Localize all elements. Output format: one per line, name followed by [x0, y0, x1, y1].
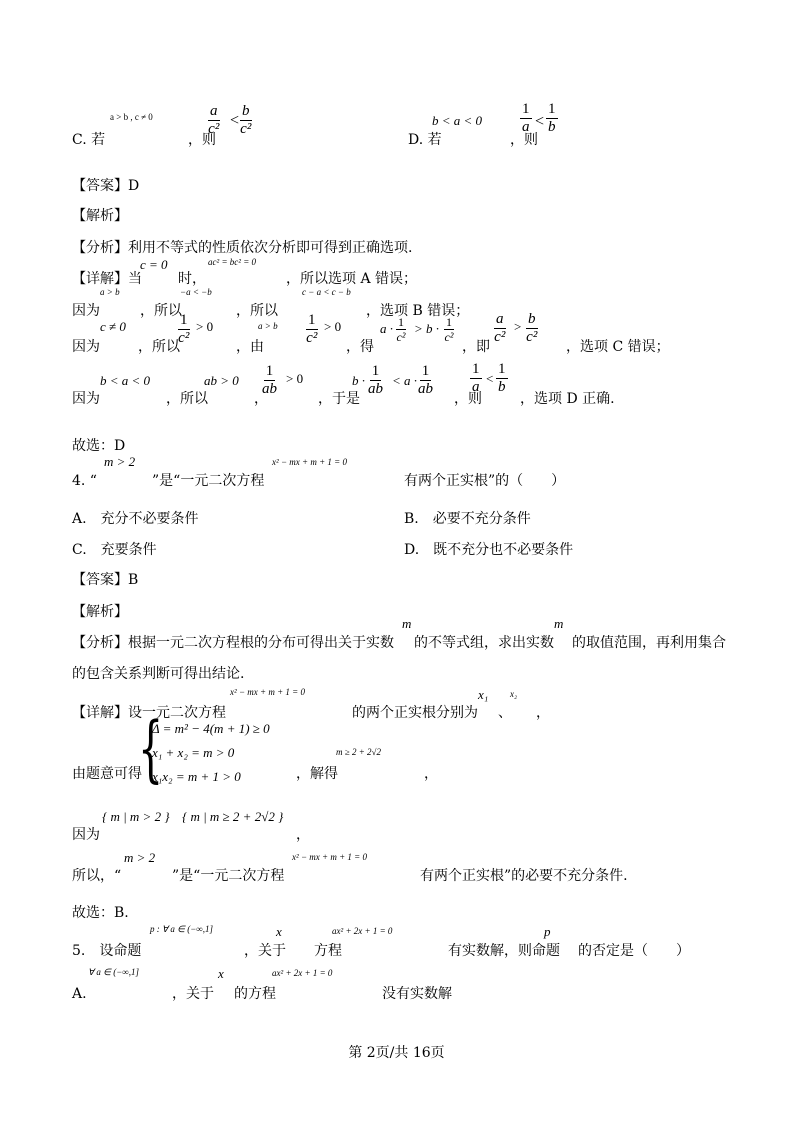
- q3-ab-den: ab: [262, 381, 277, 397]
- q3-frac-1c2-b: [306, 313, 318, 346]
- q5-opta-b: ，关于: [172, 986, 214, 1002]
- q3-frac-bc2: [526, 312, 538, 345]
- q4-answer: 【答案】B: [72, 572, 139, 588]
- q4-stem-c: 有两个正实根”的（ ）: [404, 473, 566, 489]
- q3-frac-ac2: [494, 312, 506, 345]
- q4-xj-eq: x² − mx + m + 1 = 0: [230, 687, 305, 697]
- q5-stem-c: 方程: [314, 943, 342, 959]
- q3-xj-l3a: 因为: [72, 339, 100, 355]
- q4-option-d: D. 既不充分也不必要条件: [404, 542, 574, 558]
- optd-one-b: 1: [548, 101, 556, 117]
- q4-stem-b: ”是“一元二次方程: [152, 473, 265, 489]
- q3-b-dot: b ·: [352, 373, 365, 388]
- optc-frac-b: [240, 104, 252, 137]
- q3-xj-l4a: 因为: [72, 391, 100, 407]
- q5-stem-a: 5. 设命题: [72, 943, 142, 959]
- q3-frac-1ab-c: [418, 364, 433, 397]
- q3-xj-l1a: 【详解】当: [72, 271, 142, 287]
- q3-eq1: ac² = bc² = 0: [208, 257, 257, 267]
- q4-m-a: m: [402, 616, 412, 631]
- q3-a-den: a: [472, 379, 480, 395]
- q5-x: x: [276, 924, 282, 939]
- q4-comma: ，: [296, 827, 310, 843]
- q4-m2-b: m > 2: [124, 850, 156, 865]
- q3-b-den: b: [498, 379, 506, 395]
- q3-one-j: 1: [472, 361, 480, 377]
- q4-option-b: B. 必要不充分条件: [404, 511, 531, 527]
- q4-analysis-title: 【解析】: [72, 604, 128, 620]
- optc-num-b: b: [242, 103, 250, 119]
- q5-opta-c: 的方程: [234, 986, 276, 1002]
- q4-option-a: A. 充分不必要条件: [72, 511, 199, 527]
- q3-xj-l4e: ，则: [454, 391, 482, 407]
- optd-one-a: 1: [522, 101, 530, 117]
- q3-c2-c: c²: [396, 330, 406, 344]
- q5-opta-label: A.: [72, 986, 87, 1002]
- optc-den-b: c²: [240, 121, 252, 137]
- q4-xj-b: 的两个正实根分别为: [352, 705, 478, 721]
- optd-condition: b < a < 0: [432, 113, 483, 128]
- q3-c2-f: c²: [526, 329, 538, 345]
- q5-p-def: p : ∀ a ∈ (−∞,1]: [150, 924, 213, 934]
- q3-gt0-c: > 0: [286, 371, 304, 386]
- q4-sol: m ≥ 2 + 2√2: [336, 747, 381, 757]
- q3-xj-l1b: 时，: [178, 271, 206, 287]
- q3-xj-l4c: ，: [254, 391, 268, 407]
- q4-xj-a: 【详解】设一元二次方程: [72, 705, 226, 721]
- q3-frac-1b: [496, 362, 508, 395]
- q3-lt-a: < a ·: [392, 373, 418, 388]
- q4-x2: x₂: [510, 689, 518, 699]
- q3-gt: >: [514, 319, 522, 334]
- q4-sol-post: ，: [424, 766, 438, 782]
- q3-abgt0: ab > 0: [204, 373, 239, 388]
- q3-ab-den-c: ab: [418, 381, 433, 397]
- q3-cab: c − a < c − b: [302, 287, 351, 297]
- q3-analysis-title: 【解析】: [72, 208, 128, 224]
- q4-set2: { m | m ≥ 2 + 2√2 }: [182, 809, 284, 824]
- q3-gtb: > b ·: [414, 321, 440, 336]
- q5-opta-x: x: [218, 966, 224, 981]
- q3-xj-l4d: ，于是: [318, 391, 360, 407]
- q5-stem-e: 的否定是（ ）: [578, 943, 690, 959]
- q3-one-k: 1: [498, 361, 506, 377]
- q3-ba0: b < a < 0: [100, 373, 151, 388]
- q3-gt0: > 0: [196, 319, 214, 334]
- q3-frac-1ab-b: [368, 364, 383, 397]
- q3-xj-l1c: ，所以选项 A 错误；: [286, 271, 418, 287]
- q3-xj-l2d: ，选项 B 错误；: [366, 303, 470, 319]
- q3-xj-l3b: ，所以: [138, 339, 180, 355]
- q3-one-d: 1: [308, 312, 316, 328]
- q3-gt0-b: > 0: [324, 319, 342, 334]
- q3-xj-l3f: ，即: [462, 339, 490, 355]
- q3-ab-den-b: ab: [368, 381, 383, 397]
- q3-c2-e: c²: [494, 329, 506, 345]
- q4-sys3: x₁x₂ = m + 1 > 0: [152, 769, 241, 784]
- q3-one-e: 1: [398, 315, 404, 329]
- q3-c2-b: c²: [306, 330, 318, 346]
- q4-suoyi-b: ”是“一元二次方程: [172, 868, 285, 884]
- q4-fenxi-c: 的取值范围，再利用集合: [572, 635, 726, 651]
- q3-xj-l2c: ，所以: [236, 303, 278, 319]
- q4-xj-c: ，: [536, 705, 550, 721]
- q4-sys-post: ，解得: [296, 766, 338, 782]
- optd-den-a: a: [522, 119, 530, 135]
- q3-answer: 【答案】D: [72, 178, 140, 194]
- q3-b: b: [528, 311, 536, 327]
- q3-c2: c²: [178, 330, 190, 346]
- optd-frac-b: [546, 102, 558, 135]
- q4-x1: x₁: [478, 687, 489, 702]
- q3-one-h: 1: [371, 363, 380, 379]
- q4-m2: m > 2: [104, 454, 136, 469]
- q3-cne0: c ≠ 0: [100, 319, 126, 334]
- optc-den-a: c²: [208, 121, 220, 137]
- q3-fenxi: 【分析】利用不等式的性质依次分析即可得到正确选项.: [72, 240, 413, 256]
- q3-one-f: 1: [446, 315, 452, 329]
- q3-ab: a > b: [100, 287, 120, 297]
- q4-yinwei: 因为: [72, 827, 100, 843]
- q5-stem-b: ，关于: [244, 943, 286, 959]
- q4-fenxi-line2: 的包含关系判断可得出结论.: [72, 666, 245, 682]
- q3-one-g: 1: [265, 363, 274, 379]
- q3-guxuan: 故选：D: [72, 438, 126, 454]
- q4-sys1: Δ = m² − 4(m + 1) ≥ 0: [152, 721, 270, 736]
- q3-xj-l2a: 因为: [72, 303, 100, 319]
- q3-xj-l4b: ，所以: [166, 391, 208, 407]
- q4-set1: { m | m > 2 }: [102, 809, 170, 824]
- q4-sys-pre: 由题意可得: [72, 766, 142, 782]
- q5-eq: ax² + 2x + 1 = 0: [332, 926, 393, 936]
- q3-xj-l4f: ，选项 D 正确.: [520, 391, 615, 407]
- q4-option-c: C. 充要条件: [72, 542, 157, 558]
- q3-frac-dot: [396, 316, 406, 343]
- q3-frac-dot-b: [444, 316, 454, 343]
- q3-nab: −a < −b: [180, 287, 212, 297]
- q4-sys2: x₁ + x₂ = m > 0: [152, 745, 235, 760]
- optc-num-a: a: [210, 103, 218, 119]
- optd-label: D. 若: [408, 132, 442, 148]
- q3-xj-l3c: ，由: [236, 339, 264, 355]
- optc-condition: a > b , c ≠ 0: [110, 112, 153, 122]
- q5-opta-cond: ∀ a ∈ (−∞,1]: [88, 967, 139, 977]
- optc-label: C. 若: [72, 132, 106, 148]
- q5-opta-d: 没有实数解: [382, 986, 452, 1002]
- page-footer: 第 2页/共 16页: [348, 1045, 445, 1061]
- q5-p: p: [544, 924, 551, 939]
- q4-fenxi-b: 的不等式组，求出实数: [414, 635, 554, 651]
- optc-lt: <: [230, 112, 240, 129]
- q5-stem-d: 有实数解，则命题: [448, 943, 560, 959]
- optd-lt: <: [535, 113, 545, 130]
- q3-a: a: [496, 311, 504, 327]
- q3-xj-l3g: ，选项 C 错误；: [566, 339, 670, 355]
- q4-guxuan: 故选：B.: [72, 905, 129, 921]
- q4-xj-sep: 、: [498, 705, 512, 721]
- q3-one-c: 1: [180, 312, 188, 328]
- q3-c-eq-0: c = 0: [140, 257, 168, 272]
- q5-opta-eq: ax² + 2x + 1 = 0: [272, 968, 333, 978]
- q4-suoyi-c: 有两个正实根”的必要不充分条件.: [420, 868, 628, 884]
- q3-dot: a ·: [380, 321, 393, 336]
- q4-eq-b: x² − mx + m + 1 = 0: [292, 852, 367, 862]
- q3-xj-l3e: ，得: [346, 339, 374, 355]
- q3-c2-d: c²: [444, 330, 454, 344]
- q3-one-i: 1: [421, 363, 430, 379]
- q4-eq: x² − mx + m + 1 = 0: [272, 457, 347, 467]
- q4-m-b: m: [554, 616, 564, 631]
- optc-then: ，则: [188, 132, 216, 148]
- q4-fenxi-a: 【分析】根据一元二次方程根的分布可得出关于实数: [72, 635, 394, 651]
- optd-den-b: b: [548, 119, 556, 135]
- q4-suoyi-a: 所以，“: [72, 868, 122, 884]
- q3-xj-l2b: ，所以: [140, 303, 182, 319]
- optd-then: ，则: [510, 132, 538, 148]
- q3-ab2: a > b: [258, 321, 278, 331]
- q4-system-brace: {: [138, 706, 164, 790]
- q3-lt-2: <: [486, 371, 494, 386]
- q4-stem-a: 4. “: [72, 473, 97, 489]
